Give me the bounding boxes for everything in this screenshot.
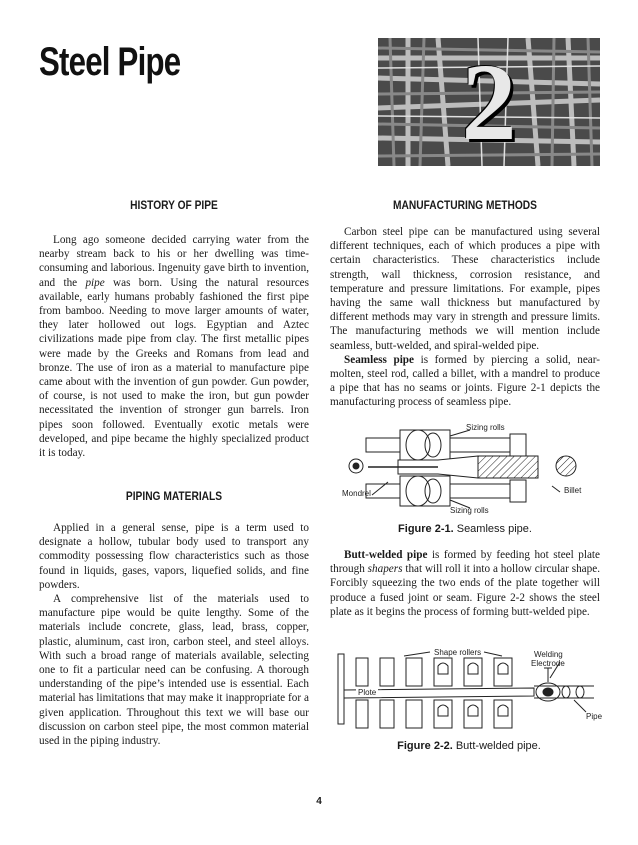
chapter-number: 2 — [461, 40, 517, 163]
history-paragraph — [39, 233, 309, 460]
history-heading: HISTORY OF PIPE — [130, 198, 218, 212]
seamless-text: is formed by piercing a solid, near-molten, steel rod, called a billet, with a mandrel to produce a pipe that has no seams or joints. Figure 2-1 depicts the manufacturing process of seamless pipe. — [330, 353, 600, 409]
billet-label: Billet — [564, 486, 582, 495]
butt-welded-term: Butt-welded pipe — [344, 549, 428, 561]
mandrel-label: Mondrel — [342, 489, 371, 498]
figure-2-1-title: Seamless pipe. — [453, 523, 532, 535]
shape-rollers-label: Shape rollers — [434, 648, 482, 657]
materials-heading: PIPING MATERIALS — [125, 489, 223, 503]
welding-label: Welding — [534, 650, 563, 659]
figure-2-1-number: Figure 2-1. — [398, 523, 454, 535]
history-text-b: was born. Using the natural resources available, early humans probably fashioned the first pipe from bamboo. Needing to move larger amounts of water, they later hollowed out logs. Egyptian and Aztec civilizations made pipe from clay. The first metallic pipes were made by the Greeks and Romans from lead and bronze. The use of iron as a material to manufacture pipe came about with the invention of gun powder. Gun powder, of course, is not used to make the iron, but gun powder necessitated the invention of stronger gun barrels. Iron pipes soon followed. Eventually exotic metals were developed, and pipe became the highly specialized product it is today. — [39, 276, 309, 460]
history-text-a: Long ago someone decided carrying water from the nearby stream back to his or her dwelling was time-consuming and laborious. Ingenuity gave birth to invention, and the — [39, 234, 309, 289]
sizing-rolls-top-label: Sizing rolls — [466, 423, 505, 432]
figure-2-1-caption — [330, 523, 600, 535]
sizing-rolls-bottom-label: Sizing rolls — [450, 506, 489, 515]
seamless-pipe-diagram — [338, 420, 600, 518]
seamless-term: Seamless pipe — [344, 353, 414, 366]
history-body — [39, 233, 309, 460]
manufacturing-paragraph-1: Carbon steel pipe can be manufactured using several different techniques, each of which produces a pipe with certain characteristics. These characteristics include strength, wall thickness, corrosion resistance, and temperature and pressure limitations. For example, pipes having the same wall thickness but manufactured by different methods may vary in strength and pressure limits. The manufacturing methods we will mention include seamless, butt-welded, and spiral-welded pipe. — [330, 226, 600, 352]
materials-paragraph-1: Applied in a general sense, pipe is a term used to designate a hollow, tubular body used to transport any commodity possessing flow characteristics such as those found in liquids, gases, vapors, liquefied solids, and fine powders. — [39, 522, 309, 591]
manufacturing-body-bottom — [330, 548, 600, 619]
figure-2-2-caption — [334, 740, 604, 752]
plate-label: Plote — [358, 688, 377, 697]
figure-2-2-diagram — [334, 642, 604, 738]
shapers-term: shapers — [367, 563, 403, 576]
materials-body — [39, 521, 309, 748]
figure-2-1-diagram — [338, 420, 600, 518]
pipe-label: Pipe — [586, 712, 603, 721]
manufacturing-body-top — [330, 225, 600, 410]
figure-2-2-title: Butt-welded pipe. — [452, 740, 541, 752]
chapter-title: Steel Pipe — [39, 40, 181, 84]
electrode-label: Electrode — [531, 659, 565, 668]
page-number: 4 — [316, 796, 322, 807]
butt-welded-paragraph — [330, 548, 600, 619]
history-emphasis: pipe — [85, 276, 105, 289]
figure-2-2-number: Figure 2-2. — [397, 740, 453, 752]
butt-welded-text-b: that will roll it into a hollow circular shape. Forcibly squeezing the two ends of the plate together will produce a fused joint or seam. Figure 2-2 shows the steel plate as it begins the process of forming butt-welded pipe. — [330, 563, 600, 618]
materials-paragraph-2: A comprehensive list of the materials used to manufacture pipe would be quite lengthy. Some of the materials include concrete, glass, lead, brass, copper, plastic, aluminum, cast iron, carbon steel, and steel alloys. With such a broad range of materials available, selecting one to fit a particular need can be confusing. A thorough understanding of the pipe’s intended use is essential. Each material has limitations that may make it inappropriate for a given application. Throughout this text we will base our discussion on carbon steel pipe, the most common material used in the piping industry. — [39, 593, 309, 748]
manufacturing-heading: MANUFACTURING METHODS — [393, 198, 537, 212]
chapter-banner-photo — [378, 38, 600, 166]
butt-welded-text-a: is formed by feeding hot steel plate through — [330, 549, 600, 576]
seamless-paragraph — [330, 353, 600, 410]
